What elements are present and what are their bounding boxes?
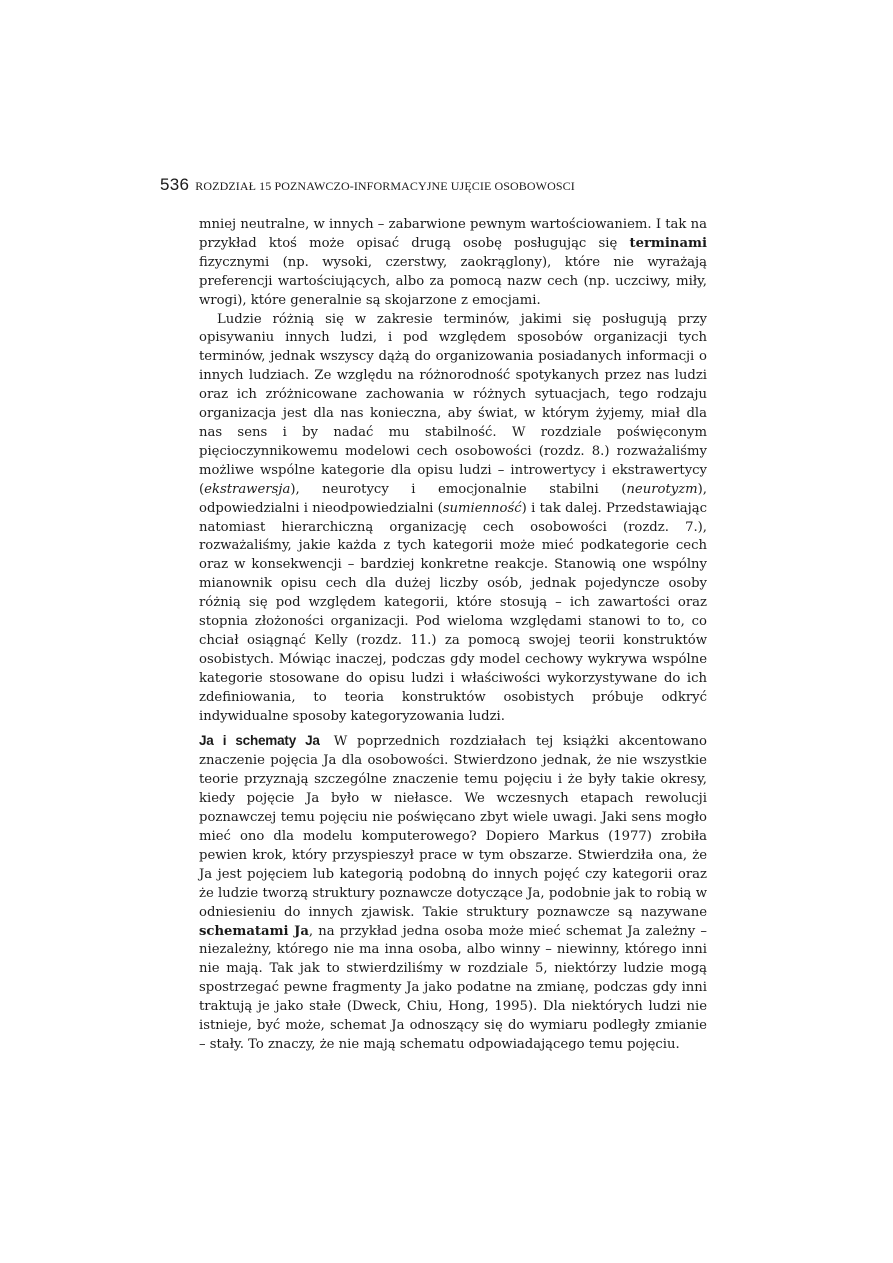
paragraph-1 bbox=[199, 216, 707, 311]
paragraph-2-text-a: Ludzie różnią się w zakresie terminów, jakimi się posługują przy opisywaniu innych ludzi, i pod względem sposobów organizacji tych terminów, jednak wszyscy dążą do organizowania posiadanych informacji o innych ludziach. Ze względu na różnorodność spotykanych przez nas ludzi oraz ich zróżnicowane zachowania w różnych sytuacjach, tego rodzaju organizacja jest dla nas konieczna, aby świat, w którym żyjemy, miał dla nas sens i by nadać mu stabilność. W rozdziale poświęconym pięcioczynnikowemu modelowi cech osobowości (rozdz. 8.) rozważaliśmy możliwe wspólne kategorie dla opisu ludzi – introwertycy i ekstrawertycy ( bbox=[199, 311, 707, 497]
running-head bbox=[160, 175, 720, 195]
paragraph-2-italic-neuroticism: neurotyzm bbox=[626, 481, 698, 497]
body-text bbox=[199, 216, 707, 1055]
paragraph-1-bold-term: terminami bbox=[629, 235, 707, 251]
paragraph-2-text-b: ), neurotycy i emocjonalnie stabilni ( bbox=[290, 481, 627, 497]
paragraph-2-italic-conscientiousness: sumienność bbox=[442, 500, 522, 516]
paragraph-1-text-a: mniej neutralne, w innych – zabarwione pewnym wartościowaniem. I tak na przykład ktoś może opisać drugą osobę posługując się bbox=[199, 217, 707, 251]
section-heading: Ja i schematy Ja bbox=[199, 733, 320, 749]
paragraph-3 bbox=[199, 732, 707, 1054]
paragraph-2-italic-extraversion: ekstrawersja bbox=[204, 481, 291, 497]
paragraph-1-text-b: fizycznymi (np. wysoki, czerstwy, zaokrąglony), które nie wyrażają preferencji wartościujących, albo za pomocą nazw cech (np. uczciwy, miły, wrogi), które generalnie są skojarzone z emocjami. bbox=[199, 254, 707, 308]
paragraph-2 bbox=[199, 311, 707, 727]
paragraph-3-text-a: W poprzednich rozdziałach tej książki akcentowano znaczenie pojęcia Ja dla osobowości. Stwierdzono jednak, że nie wszystkie teorie przyznają szczególne znaczenie temu pojęciu i że były takie okresy, kiedy pojęcie Ja było w niełasce. We wczesnych etapach rewolucji poznawczej temu pojęciu nie poświęcano zbyt wiele uwagi. Jaki sens mogło mieć ono dla modelu komputerowego? Dopiero Markus (1977) zrobiła pewien krok, który przyspieszył prace w tym obszarze. Stwierdziła ona, że Ja jest pojęciem lub kategorią podobną do innych pojęć czy kategorii oraz że ludzie tworzą struktury poznawcze dotyczące Ja, podobnie jak to robią w odniesieniu do innych zjawisk. Takie struktury poznawcze są nazywane bbox=[199, 734, 707, 920]
page-number: 536 bbox=[160, 175, 190, 194]
paragraph-2-text-d: ) i tak dalej. Przedstawiając natomiast hierarchiczną organizację cech osobowości (rozdz. 7.), rozważaliśmy, jakie każda z tych kategorii może mieć podkategorie cech oraz w konsekwencji – bardziej konkretne reakcje. Stanowią one wspólny mianownik opisu cech dla dużej liczby osób, jednak pojedyncze osoby różnią się pod względem kategorii, które stosują – ich zawartości oraz stopnia złożoności organizacji. Pod wieloma względami stanowi to to, co chciał osiągnąć Kelly (rozdz. 11.) za pomocą swojej teorii konstruktów osobistych. Mówiąc inaczej, podczas gdy model cechowy wykrywa wspólne kategorie stosowane do opisu ludzi i właściwości wykorzystywane do ich zdefiniowania, to teoria konstruktów osobistych próbuje odkryć indywidualne sposoby kategoryzowania ludzi. bbox=[199, 500, 707, 724]
paragraph-2-text-c: ), odpowiedzialni i nieodpowiedzialni ( bbox=[199, 481, 707, 516]
paragraph-3-text-b: , na przykład jedna osoba może mieć schemat Ja zależny – niezależny, którego nie ma inna osoba, albo winny – niewinny, którego inni nie mają. Tak jak to stwierdziliśmy w rozdziale 5, niektórzy ludzie mogą spostrzegać pewne fragmenty Ja jako podatne na zmianę, podczas gdy inni traktują je jako stałe (Dweck, Chiu, Hong, 1995). Dla niektórych ludzi nie istnieje, być może, schemat Ja odnoszący się do wymiaru podległy zmianie – stały. To znaczy, że nie mają schematu odpowiadającego temu pojęciu. bbox=[199, 923, 707, 1052]
running-title: ROZDZIAŁ 15 POZNAWCZO-INFORMACYJNE UJĘCIE OSOBOWOSCI bbox=[195, 179, 575, 193]
paragraph-3-bold-term: schematami Ja bbox=[199, 923, 309, 939]
